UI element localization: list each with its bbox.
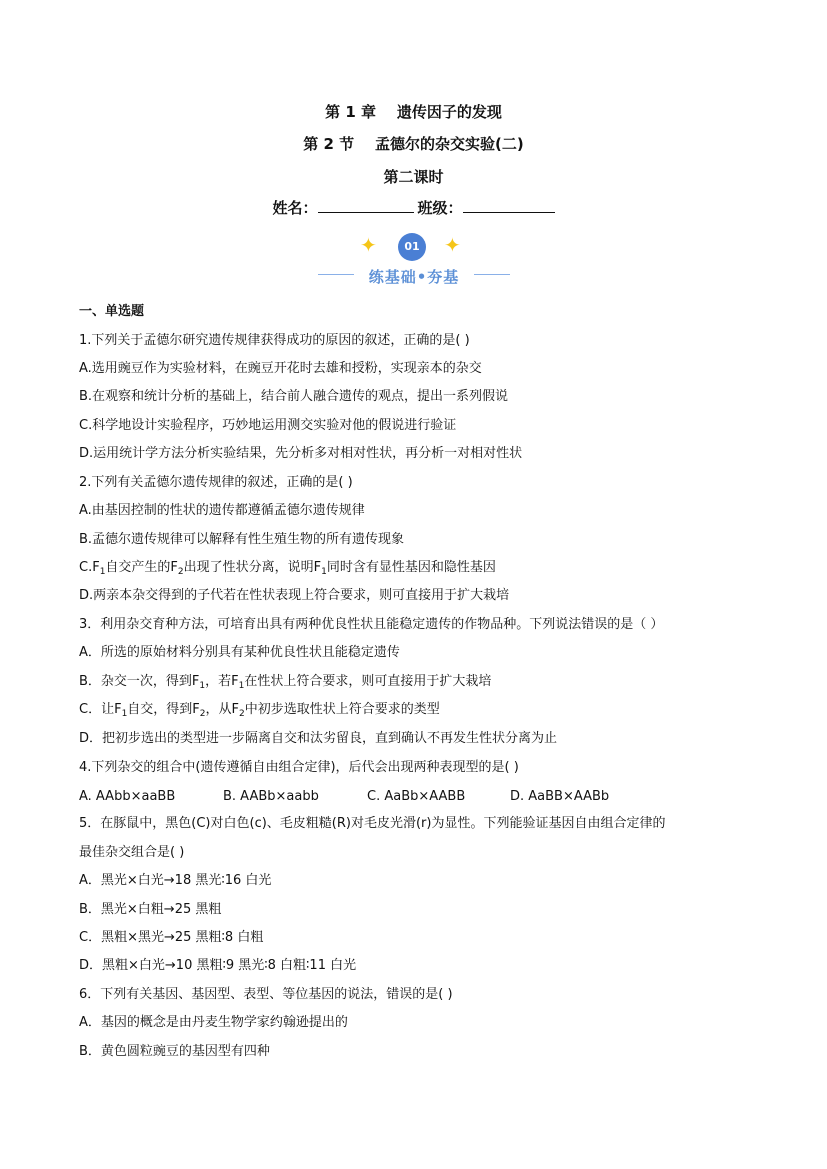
- question-5-option-c[interactable]: C．黑粗×黑光→25 黑粗∶8 白粗: [79, 930, 264, 945]
- question-2-option-d[interactable]: D.两亲本杂交得到的子代若在性状表现上符合要求，则可直接用于扩大栽培: [79, 588, 510, 603]
- question-6-option-a[interactable]: A．基因的概念是由丹麦生物学家约翰逊提出的: [79, 1015, 348, 1030]
- question-5-stem-line-1: 5．在豚鼠中，黑色(C)对白色(c)、毛皮粗糙(R)对毛皮光滑(r)为显性。下列能验证基因自由组合定律的: [79, 816, 666, 831]
- question-2-option-a[interactable]: A.由基因控制的性状的遗传都遵循孟德尔遗传规律: [79, 503, 365, 518]
- name-class-row: [0, 197, 827, 218]
- badge-number: 01: [398, 233, 426, 261]
- class-label: 班级：: [417, 199, 463, 217]
- question-4-option-a[interactable]: A. AAbb×aaBB: [79, 789, 176, 804]
- section-title: 第 2 节 孟德尔的杂交实验(二): [303, 135, 524, 153]
- question-5-option-a[interactable]: A．黑光×白光→18 黑光∶16 白光: [79, 873, 272, 888]
- name-label: 姓名：: [272, 199, 318, 217]
- question-4-stem: 4.下列杂交的组合中(遗传遵循自由组合定律)，后代会出现两种表现型的是( ): [79, 760, 519, 775]
- question-3-option-a[interactable]: A．所选的原始材料分别具有某种优良性状且能稳定遗传: [79, 645, 400, 660]
- question-2-option-c[interactable]: $C.F_1$自交产生的$F_2$出现了性状分离，说明$F_1$同时含有显性基因和隐性基因: [79, 560, 496, 577]
- name-blank[interactable]: [318, 198, 414, 213]
- question-3-stem: 3．利用杂交育种方法，可培育出具有两种优良性状且能稳定遗传的作物品种。下列说法错误的是（ ）: [79, 617, 664, 632]
- question-1-option-c[interactable]: C.科学地设计实验程序，巧妙地运用测交实验对他的假说进行验证: [79, 418, 457, 433]
- question-1-option-b[interactable]: B.在观察和统计分析的基础上，结合前人融合遗传的观点，提出一系列假说: [79, 389, 509, 404]
- section-heading: 一、单选题: [79, 304, 145, 319]
- divider: [474, 274, 510, 275]
- divider: [318, 274, 354, 275]
- question-2-option-b[interactable]: B.孟德尔遗传规律可以解释有性生殖生物的所有遗传现象: [79, 532, 405, 547]
- question-1-stem: 1.下列关于孟德尔研究遗传规律获得成功的原因的叙述，正确的是( ): [79, 333, 470, 348]
- class-blank[interactable]: [463, 198, 555, 213]
- section-badge: [316, 229, 511, 291]
- question-4-options: [79, 789, 619, 805]
- question-6-option-b[interactable]: B．黄色圆粒豌豆的基因型有四种: [79, 1044, 270, 1059]
- sparkle-star-icon: ✦: [360, 233, 377, 257]
- question-2-stem: 2.下列有关孟德尔遗传规律的叙述，正确的是( ): [79, 475, 353, 490]
- chapter-title: 第 1 章 遗传因子的发现: [325, 103, 502, 121]
- question-5-option-d[interactable]: D．黑粗×白光→10 黑粗∶9 黑光∶8 白粗∶11 白光: [79, 958, 357, 973]
- lesson-title: 第二课时: [383, 168, 444, 186]
- sparkle-star-icon: ✦: [444, 233, 461, 257]
- question-5-stem-line-2: 最佳杂交组合是( ): [79, 845, 185, 860]
- question-4-option-c[interactable]: C. AaBb×AABB: [367, 789, 466, 804]
- question-1-option-d[interactable]: D.运用统计学方法分析实验结果，先分析多对相对性状，再分析一对相对性状: [79, 446, 523, 461]
- question-3-option-b[interactable]: B．杂交一次，得到$F_1$，若$F_1$在性状上符合要求，则可直接用于扩大栽培: [79, 674, 492, 691]
- question-1-option-a[interactable]: A.选用豌豆作为实验材料，在豌豆开花时去雄和授粉，实现亲本的杂交: [79, 361, 482, 376]
- question-3-option-c[interactable]: C．让$F_1$自交，得到$F_2$，从$F_2$中初步选取性状上符合要求的类型: [79, 702, 440, 719]
- badge-label: 练基础•夯基: [368, 268, 460, 286]
- question-4-option-b[interactable]: B. AABb×aabb: [223, 789, 319, 804]
- question-5-option-b[interactable]: B．黑光×白粗→25 黑粗: [79, 902, 222, 917]
- question-4-option-d[interactable]: D. AaBB×AABb: [510, 789, 610, 804]
- question-6-stem: 6．下列有关基因、基因型、表型、等位基因的说法，错误的是( ): [79, 987, 453, 1002]
- question-3-option-d[interactable]: D．把初步选出的类型进一步隔离自交和汰劣留良，直到确认不再发生性状分离为止: [79, 731, 558, 746]
